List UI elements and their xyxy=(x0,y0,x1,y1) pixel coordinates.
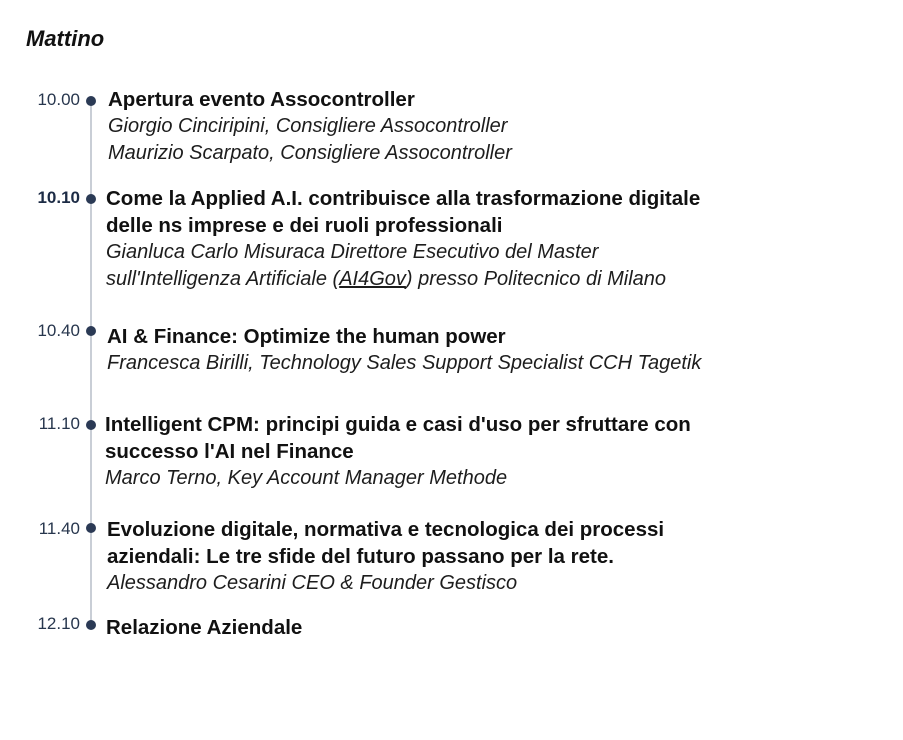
timeline-dot xyxy=(86,620,96,630)
agenda-title: Apertura evento Assocontroller xyxy=(108,88,415,111)
agenda-title: Come la Applied A.I. contribuisce alla trasformazione digitale xyxy=(106,187,701,210)
agenda-speaker: Gianluca Carlo Misuraca Direttore Esecutivo del Master xyxy=(106,241,599,263)
section-title: Mattino xyxy=(26,26,105,51)
agenda-title: Intelligent CPM: principi guida e casi d'uso per sfruttare con xyxy=(105,413,691,436)
agenda-title: successo l'AI nel Finance xyxy=(105,440,354,463)
timeline-dot xyxy=(86,194,96,204)
timeline-dot xyxy=(86,326,96,336)
agenda-time: 10.40 xyxy=(37,321,80,340)
agenda-title: delle ns imprese e dei ruoli professionali xyxy=(106,214,503,237)
timeline-dot xyxy=(86,96,96,106)
ai4gov-link[interactable]: AI4Gov xyxy=(339,268,406,290)
agenda-speaker: Marco Terno, Key Account Manager Methode xyxy=(105,467,508,489)
agenda-title: AI & Finance: Optimize the human power xyxy=(107,325,506,348)
agenda-time: 11.40 xyxy=(38,519,80,538)
agenda-time: 10.10 xyxy=(37,188,80,207)
agenda-speaker: sull'Intelligenza Artificiale (AI4Gov) presso Politecnico di Milano xyxy=(106,268,667,290)
agenda-title: Relazione Aziendale xyxy=(106,616,303,639)
agenda-time: 10.00 xyxy=(37,90,80,109)
agenda-speaker: Alessandro Cesarini CEO & Founder Gestisco xyxy=(107,572,518,594)
agenda-title: Evoluzione digitale, normativa e tecnologica dei processi xyxy=(107,518,665,541)
agenda-time: 11.10 xyxy=(38,414,80,433)
agenda-speaker: Giorgio Cinciripini, Consigliere Assocontroller xyxy=(108,115,508,137)
timeline-dot xyxy=(86,420,96,430)
timeline-line xyxy=(90,100,92,628)
agenda-speaker: Maurizio Scarpato, Consigliere Assocontroller xyxy=(108,142,512,164)
timeline-dot xyxy=(86,523,96,533)
agenda-time: 12.10 xyxy=(37,614,80,633)
agenda-title: aziendali: Le tre sfide del futuro passano per la rete. xyxy=(107,545,614,568)
agenda-speaker: Francesca Birilli, Technology Sales Support Specialist CCH Tagetik xyxy=(107,352,702,374)
